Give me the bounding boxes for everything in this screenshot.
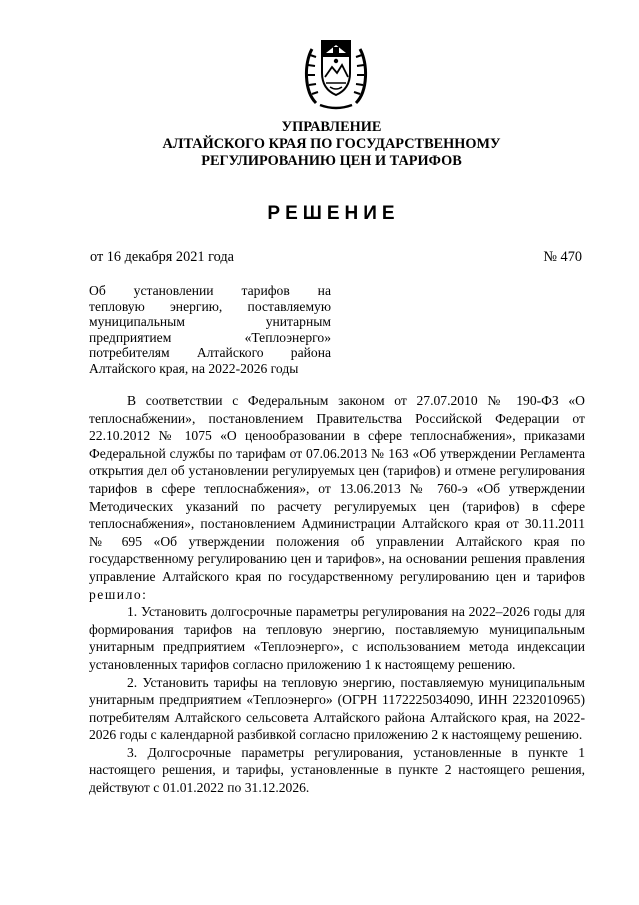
- authority-line-3: РЕГУЛИРОВАНИЮ ЦЕН И ТАРИФОВ: [201, 153, 462, 169]
- coat-of-arms-icon: [302, 33, 370, 111]
- item-3-paragraph: 3. Долгосрочные параметры регулирования, установленные в пункте 1 настоящего решения, и тарифы, установленные в пункте 2 настоящего решения, действуют с 01.01.2022 по 31.12.2026.: [89, 744, 585, 796]
- subject-line: Алтайского края, на 2022-2026 годы: [89, 360, 299, 376]
- document-number: № 470: [543, 249, 582, 265]
- authority-line-1: УПРАВЛЕНИЕ: [281, 119, 382, 135]
- item-1-paragraph: 1. Установить долгосрочные параметры регулирования на 2022–2026 годы для формирования тарифов на тепловую энергию, поставляемую муниципальным унитарным предприятием «Теплоэнерго», с использованием метода индексации установленных тарифов согласно приложению 1 к настоящему решению.: [89, 604, 585, 672]
- item-2-paragraph: 2. Установить тарифы на тепловую энергию, поставляемую муниципальным унитарным предприятием «Теплоэнерго» (ОГРН 1172225034090, ИНН 2232010965) потребителям Алтайского сельсовета Алтайского района Алтайского края, на 2022-2026 годы с календарной разбивкой согласно приложению 2 к настоящему решению.: [89, 674, 585, 743]
- issuing-authority: [0, 119, 639, 170]
- subject-line: потребителям Алтайского района: [89, 345, 331, 361]
- authority-line-2: АЛТАЙСКОГО КРАЯ ПО ГОСУДАРСТВЕННОМУ: [162, 136, 501, 152]
- subject-line: предприятием «Теплоэнерго»: [89, 329, 331, 345]
- document-type-title: РЕШЕНИЕ: [267, 203, 400, 224]
- decided-word: решило:: [89, 586, 148, 602]
- subject-line: Об установлении тарифов на: [89, 283, 331, 298]
- document-body: [89, 392, 585, 797]
- preamble-paragraph: [89, 392, 585, 603]
- document-subject: [89, 283, 331, 377]
- document-date: от 16 декабря 2021 года: [90, 249, 234, 265]
- subject-line: тепловую энергию, поставляемую: [89, 298, 331, 314]
- subject-line: муниципальным унитарным: [89, 314, 331, 330]
- preamble-text: В соответствии с Федеральным законом от 27.07.2010 № 190-ФЗ «О теплоснабжении», постановлением Правительства Российской Федерации от 22.10.2012 № 1075 «О ценообразовании в сфере теплоснабжения», приказами Федеральной службы по тарифам от 07.06.2013 № 163 «Об утверждении Регламента открытия дел об установлении регулируемых цен (тарифов) и отмене регулирования тарифов в сфере теплоснабжения», от 13.06.2013 № 760-э «Об утверждении Методических указаний по расчету регулируемых цен (тарифов) в сфере теплоснабжения», постановлением Администрации Алтайского края от 30.11.2011 № 695 «Об утверждении положения об управлении Алтайского края по государственному регулированию цен и тарифов», на основании решения правления управление Алтайского края по государственному регулированию цен и тарифов: [89, 393, 585, 584]
